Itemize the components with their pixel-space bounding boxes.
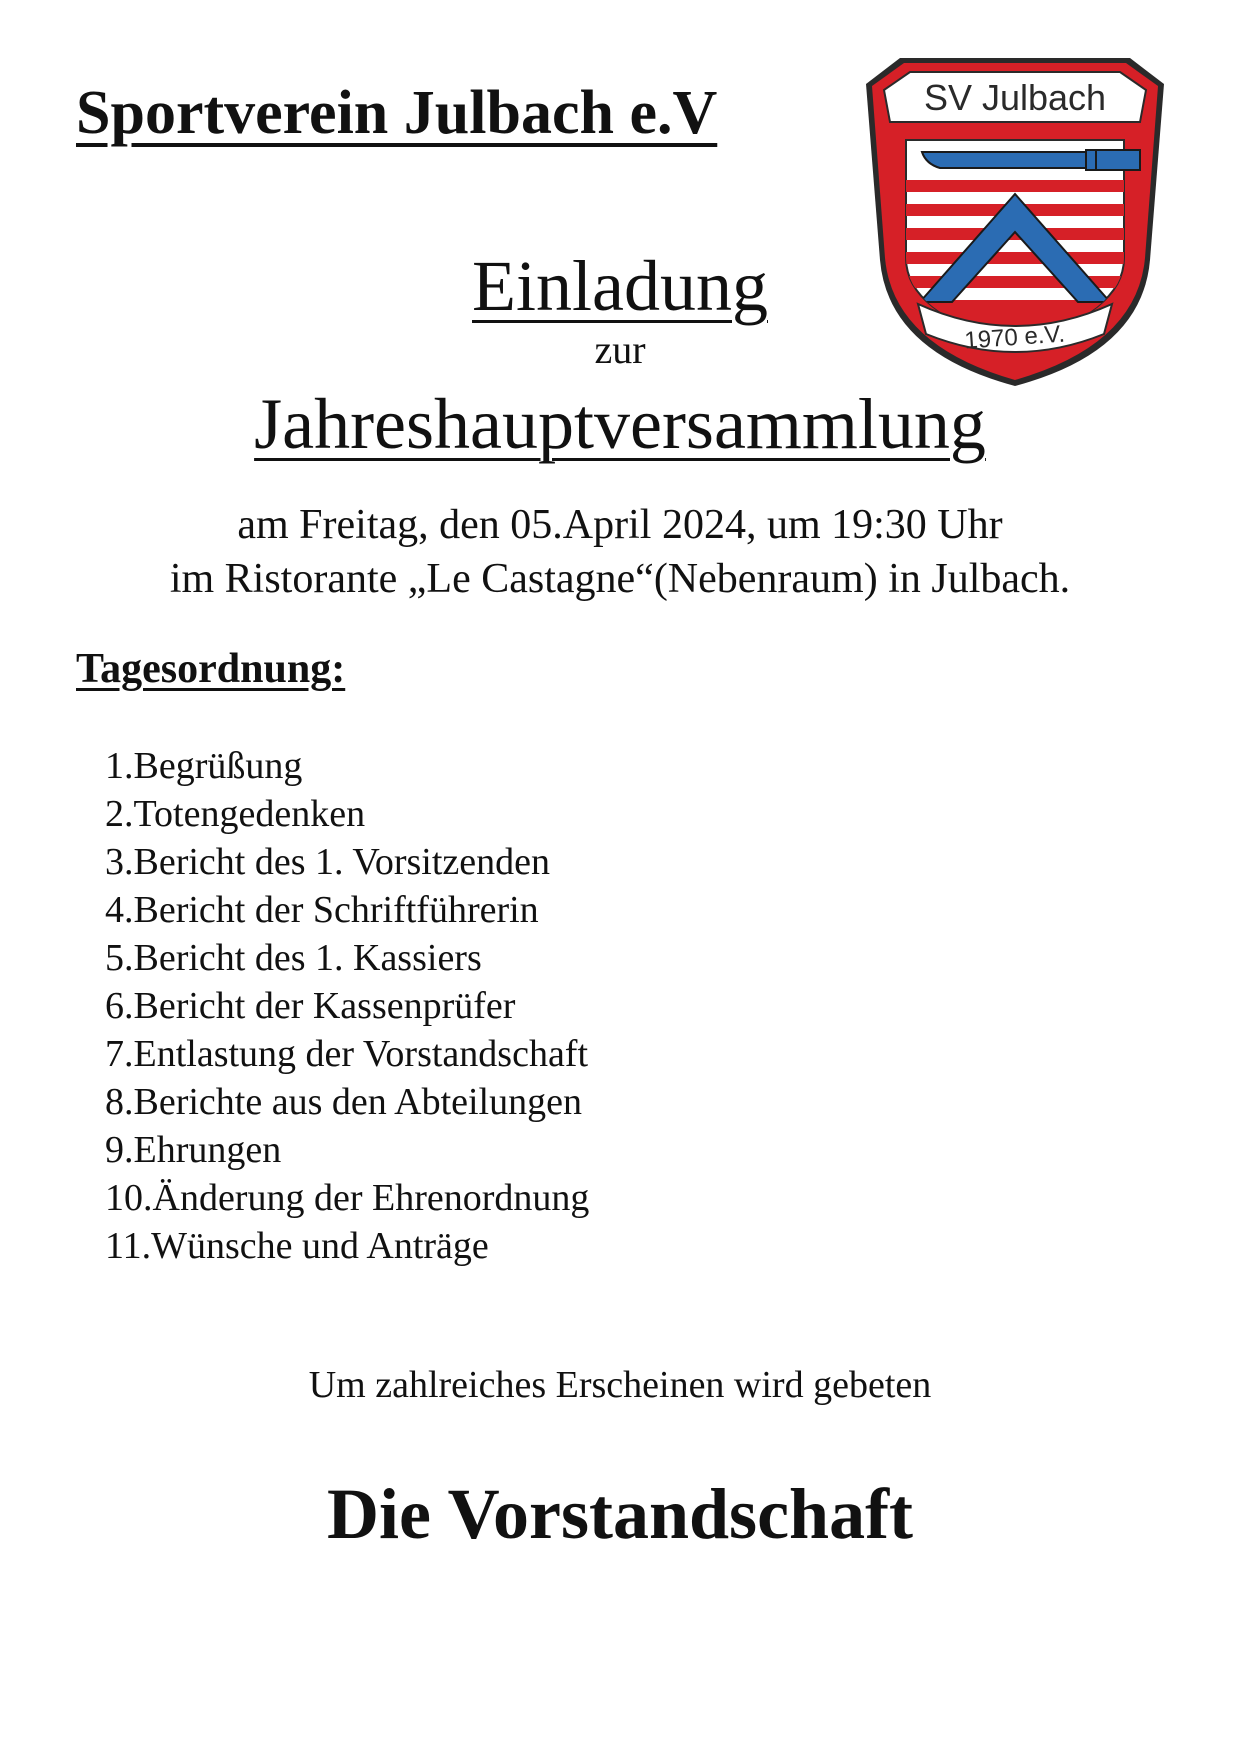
crest-bottom-text: 1970 e.V. xyxy=(963,320,1066,355)
invitation-connector: zur xyxy=(594,327,646,372)
signature: Die Vorstandschaft xyxy=(326,1474,914,1554)
club-name-heading: Sportverein Julbach e.V xyxy=(76,79,718,147)
closing-request: Um zahlreiches Erscheinen wird gebeten xyxy=(308,1364,932,1406)
invitation-title: Einladung xyxy=(472,246,768,326)
agenda-item: 7.Entlastung der Vorstandschaft xyxy=(105,1033,589,1075)
agenda-item: 3.Bericht des 1. Vorsitzenden xyxy=(105,841,551,883)
agenda-item: 4.Bericht der Schriftführerin xyxy=(105,889,539,931)
agenda-heading: Tagesordnung: xyxy=(76,646,346,692)
event-location-line: im Ristorante „Le Castagne“(Nebenraum) in Julbach. xyxy=(169,556,1071,602)
event-date-line: am Freitag, den 05.April 2024, um 19:30 Uhr xyxy=(237,502,1003,548)
agenda-list xyxy=(105,742,589,1270)
invitation-event-title: Jahreshauptversammlung xyxy=(254,384,986,464)
agenda-item: 8.Berichte aus den Abteilungen xyxy=(105,1081,582,1123)
agenda-item: 9.Ehrungen xyxy=(105,1129,282,1171)
agenda-item: 2.Totengedenken xyxy=(105,793,366,835)
agenda-item: 1.Begrüßung xyxy=(105,745,303,787)
agenda-item: 11.Wünsche und Anträge xyxy=(105,1225,489,1267)
agenda-item: 10.Änderung der Ehrenordnung xyxy=(105,1177,590,1219)
agenda-item: 6.Bericht der Kassenprüfer xyxy=(105,985,516,1027)
crest-top-text: SV Julbach xyxy=(923,77,1107,118)
agenda-item: 5.Bericht des 1. Kassiers xyxy=(105,937,482,979)
